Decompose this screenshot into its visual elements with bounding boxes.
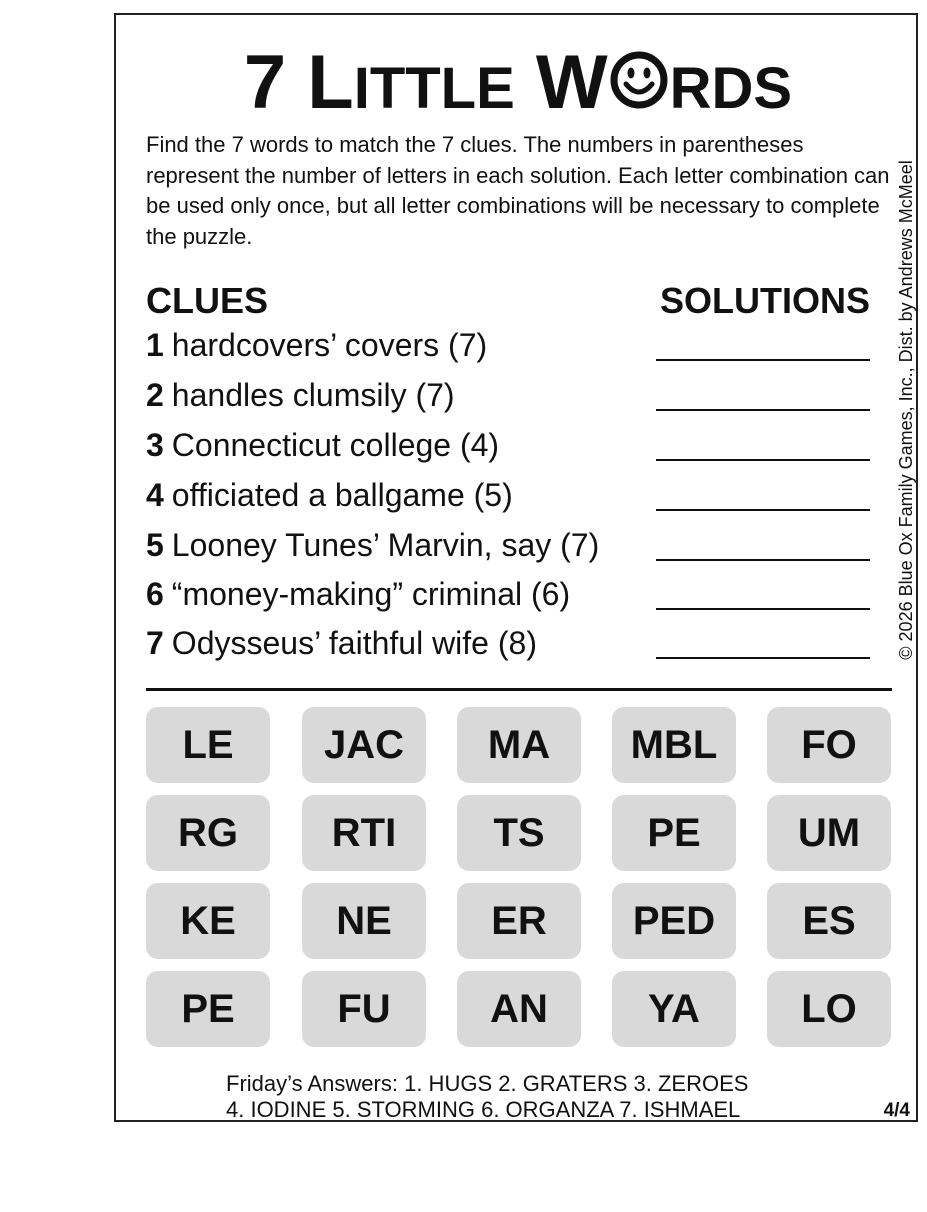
clue-row-6 (146, 574, 872, 614)
clue-text (146, 425, 499, 465)
title-seven: 7 (243, 40, 287, 125)
answers-line-2: 4. IODINE 5. STORMING 6. ORGANZA 7. ISHMAEL (226, 1097, 741, 1122)
letter-tile[interactable]: MA (457, 707, 581, 783)
copyright-notice: © 2026 Blue Ox Family Games, Inc., Dist. by Andrews McMeel (896, 160, 916, 660)
title-words-initial: W (535, 40, 608, 125)
clue-number: 5 (146, 527, 164, 563)
letter-tile[interactable]: RTI (302, 795, 426, 871)
clue-number: 6 (146, 576, 164, 612)
clue-row-3 (146, 425, 872, 465)
clue-label: hardcovers’ covers (7) (171, 327, 488, 363)
clue-row-4 (146, 475, 872, 515)
letter-tile[interactable]: AN (457, 971, 581, 1047)
solution-blank-4[interactable] (656, 509, 870, 511)
clue-row-7 (146, 623, 872, 663)
clue-text (146, 475, 513, 515)
clue-text (146, 325, 487, 365)
letter-tile[interactable]: FU (302, 971, 426, 1047)
clue-number: 4 (146, 477, 164, 513)
letter-tile[interactable]: LO (767, 971, 891, 1047)
letter-tile[interactable]: PED (612, 883, 736, 959)
clue-label: Connecticut college (4) (171, 427, 500, 463)
title-little-initial: L (307, 40, 354, 125)
clue-text (146, 574, 570, 614)
letter-tile[interactable]: JAC (302, 707, 426, 783)
smiley-face-icon (609, 50, 669, 110)
clue-number: 3 (146, 427, 164, 463)
puzzle-frame (114, 13, 918, 1122)
clue-row-2 (146, 375, 872, 415)
clue-label: “money-making” criminal (6) (171, 576, 571, 612)
solutions-heading: SOLUTIONS (659, 280, 870, 321)
clue-text (146, 623, 537, 663)
solution-blank-1[interactable] (656, 359, 870, 361)
letter-tile[interactable]: PE (146, 971, 270, 1047)
clue-label: Looney Tunes’ Marvin, say (7) (171, 527, 600, 563)
page-number: 4/4 (883, 1100, 910, 1121)
letter-tile[interactable]: KE (146, 883, 270, 959)
clue-label: handles clumsily (7) (171, 377, 455, 413)
letter-tile[interactable]: LE (146, 707, 270, 783)
letter-tile[interactable]: NE (302, 883, 426, 959)
puzzle-title (116, 40, 920, 125)
solution-blank-5[interactable] (656, 559, 870, 561)
letter-tile[interactable]: FO (767, 707, 891, 783)
clue-row-5 (146, 525, 872, 565)
answers-line-1: Friday’s Answers: 1. HUGS 2. GRATERS 3. ZEROES (226, 1071, 749, 1096)
solution-blank-3[interactable] (656, 459, 870, 461)
title-words-rest: RDS (669, 56, 793, 121)
letter-tile[interactable]: YA (612, 971, 736, 1047)
letter-tile[interactable]: ES (767, 883, 891, 959)
clue-text (146, 375, 455, 415)
clue-number: 7 (146, 625, 164, 661)
clue-label: officiated a ballgame (5) (171, 477, 513, 513)
letter-tile[interactable]: ER (457, 883, 581, 959)
clues-heading: CLUES (146, 280, 269, 321)
clue-text (146, 525, 599, 565)
letter-tile[interactable]: RG (146, 795, 270, 871)
solution-blank-6[interactable] (656, 608, 870, 610)
clue-row-1 (146, 325, 872, 365)
letter-tile[interactable]: MBL (612, 707, 736, 783)
letter-tile[interactable]: PE (612, 795, 736, 871)
letter-tile[interactable]: TS (457, 795, 581, 871)
clue-number: 2 (146, 377, 164, 413)
clue-label: Odysseus’ faithful wife (8) (171, 625, 537, 661)
letter-tile[interactable]: UM (767, 795, 891, 871)
solution-blank-2[interactable] (656, 409, 870, 411)
solution-blank-7[interactable] (656, 657, 870, 659)
previous-answers (226, 1071, 826, 1123)
divider (146, 688, 892, 691)
instructions: Find the 7 words to match the 7 clues. The numbers in parentheses represent the number of letters in each solution. Each letter combination can be used only once, but all letter combinations will be necessary to complete the puzzle. (146, 132, 890, 249)
clue-number: 1 (146, 327, 164, 363)
title-little-rest: ITTLE (353, 56, 515, 121)
